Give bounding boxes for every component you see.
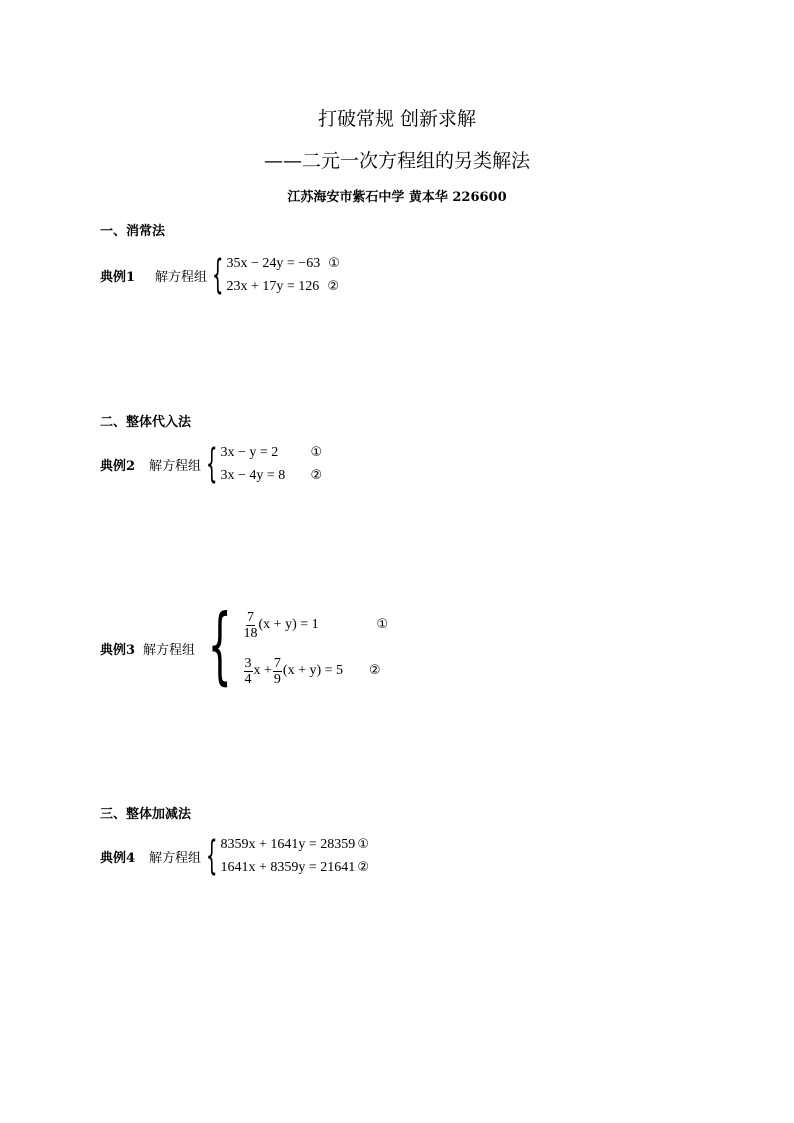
equation-system [243, 602, 389, 694]
author-line: 江苏海安市紫石中学 黄本华 226600 [287, 190, 507, 205]
section-heading-2: 二、整体代入法 [100, 415, 192, 430]
circled-number: ② [357, 860, 369, 875]
circled-number: ② [368, 663, 381, 678]
circled-number: ① [357, 837, 369, 852]
example-verb: 解方程组 [155, 269, 208, 285]
example-3 [100, 596, 389, 694]
equation: 35x − 24y = −63 ① [227, 252, 340, 275]
equation: 8359x + 1641y = 28359 ① [221, 833, 369, 856]
equation: $\frac{3}{4}$ x + $\frac{7}{9}$ (x + y) = 5 ② [243, 648, 389, 694]
example-label: 典例3 [100, 642, 136, 658]
fraction: $\frac{7}{9}$ [273, 655, 281, 687]
equation-system [227, 252, 340, 298]
left-brace: { [206, 441, 218, 487]
equation: 3x − 4y = 8 ② [221, 464, 323, 487]
circled-number: ① [328, 256, 340, 271]
equation: 23x + 17y = 126 ② [227, 275, 340, 298]
left-brace: { [207, 596, 232, 694]
section-heading-3: 三、整体加减法 [100, 807, 192, 822]
left-brace: { [206, 833, 218, 879]
equation: 1641x + 8359y = 21641 ② [221, 856, 369, 879]
example-label: 典例1 [100, 269, 136, 285]
example-2 [100, 441, 322, 487]
fraction: $\frac{3}{4}$ [244, 655, 252, 687]
equation-system [221, 833, 369, 879]
page-title: 打破常规 创新求解 [317, 108, 477, 130]
fraction: $\frac{7}{18}$ [243, 609, 258, 641]
equation: 3x − y = 2 ① [221, 441, 323, 464]
example-verb: 解方程组 [143, 642, 196, 658]
circled-number: ② [327, 279, 339, 294]
circled-number: ① [376, 617, 389, 632]
left-brace: { [212, 252, 224, 298]
example-verb: 解方程组 [149, 850, 202, 866]
circled-number: ① [310, 445, 323, 460]
equation: $\frac{7}{18}$ (x + y) = 1 ① [243, 602, 389, 648]
equation-system [221, 441, 323, 487]
example-verb: 解方程组 [149, 458, 202, 474]
circled-number: ② [310, 468, 323, 483]
example-1 [100, 252, 340, 298]
page-subtitle: ——二元一次方程组的另类解法 [263, 150, 530, 172]
section-heading-1: 一、消常法 [100, 224, 166, 239]
example-label: 典例4 [100, 850, 136, 866]
example-label: 典例2 [100, 458, 136, 474]
example-4 [100, 833, 369, 879]
